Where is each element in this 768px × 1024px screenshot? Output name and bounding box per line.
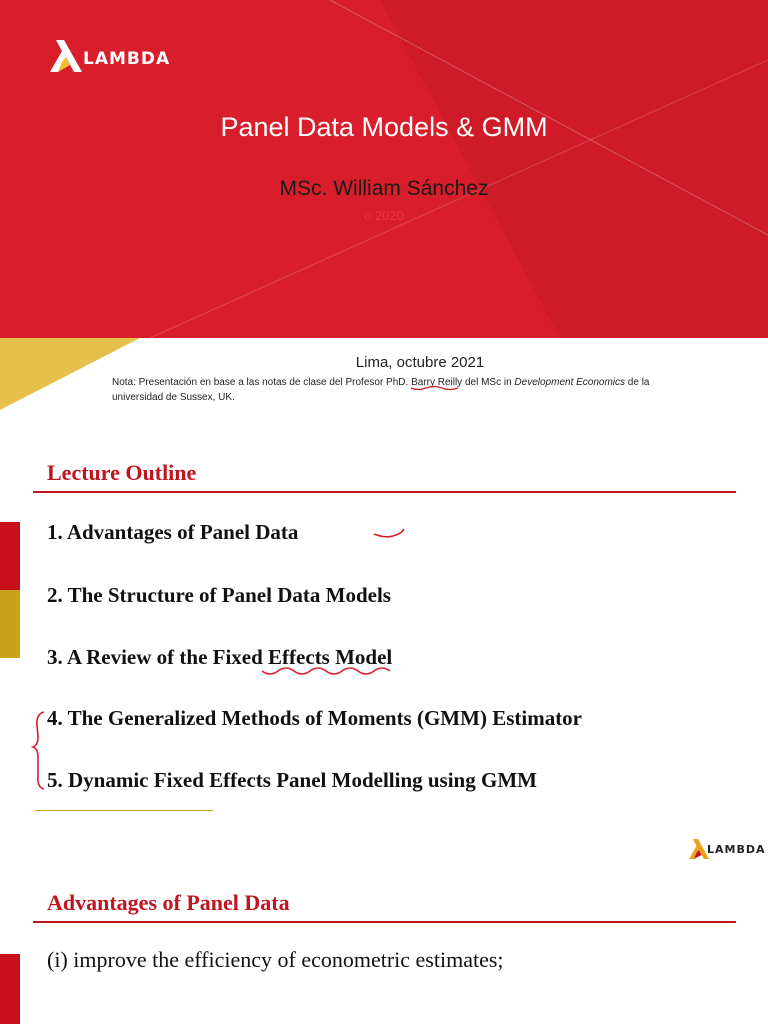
checkmark-annotation [374, 529, 404, 537]
outline-item-4: 4. The Generalized Methods of Moments (GMM) Estimator [47, 706, 583, 730]
red-underline-annotation [410, 384, 460, 392]
note-text-line2: universidad de Sussex, UK. [112, 392, 235, 403]
side-bar-red [0, 954, 20, 1024]
wavy-underline-annotation [262, 668, 390, 674]
logo-text: LAMBDA [83, 49, 171, 69]
title-slide [0, 0, 768, 415]
note-text-end: de la [625, 377, 650, 388]
outline-item-3: 3. A Review of the Fixed Effects Model [47, 645, 393, 669]
outline-item-5: 5. Dynamic Fixed Effects Panel Modelling using GMM [47, 768, 537, 792]
location-date: Lima, octubre 2021 [355, 354, 485, 371]
note-text: Nota: Presentación en base a las notas de clase del Profesor PhD. Barry Reilly del MSc in [112, 377, 515, 388]
logo-small-text: LAMBDA [707, 843, 766, 856]
lambda-logo-icon [48, 40, 84, 72]
outline-item-2: 2. The Structure of Panel Data Models [47, 583, 391, 607]
outline-heading: Lecture Outline [47, 460, 197, 485]
faint-year: o 2020 [364, 208, 404, 223]
outline-item-1: 1. Advantages of Panel Data [47, 520, 299, 544]
outline-slide [0, 415, 768, 825]
advantages-slide [0, 825, 768, 1024]
handwritten-annotations [0, 415, 768, 825]
advantages-heading: Advantages of Panel Data [47, 890, 290, 915]
brace-annotation [33, 712, 44, 789]
author-name: MSc. William Sánchez [279, 177, 489, 200]
footer-rule [35, 810, 213, 811]
heading-rule [33, 921, 736, 923]
advantage-item-1: (i) improve the efficiency of econometric estimates; [47, 947, 504, 972]
note-italic: Development Economics [514, 377, 626, 388]
presentation-title: Panel Data Models & GMM [220, 112, 548, 142]
